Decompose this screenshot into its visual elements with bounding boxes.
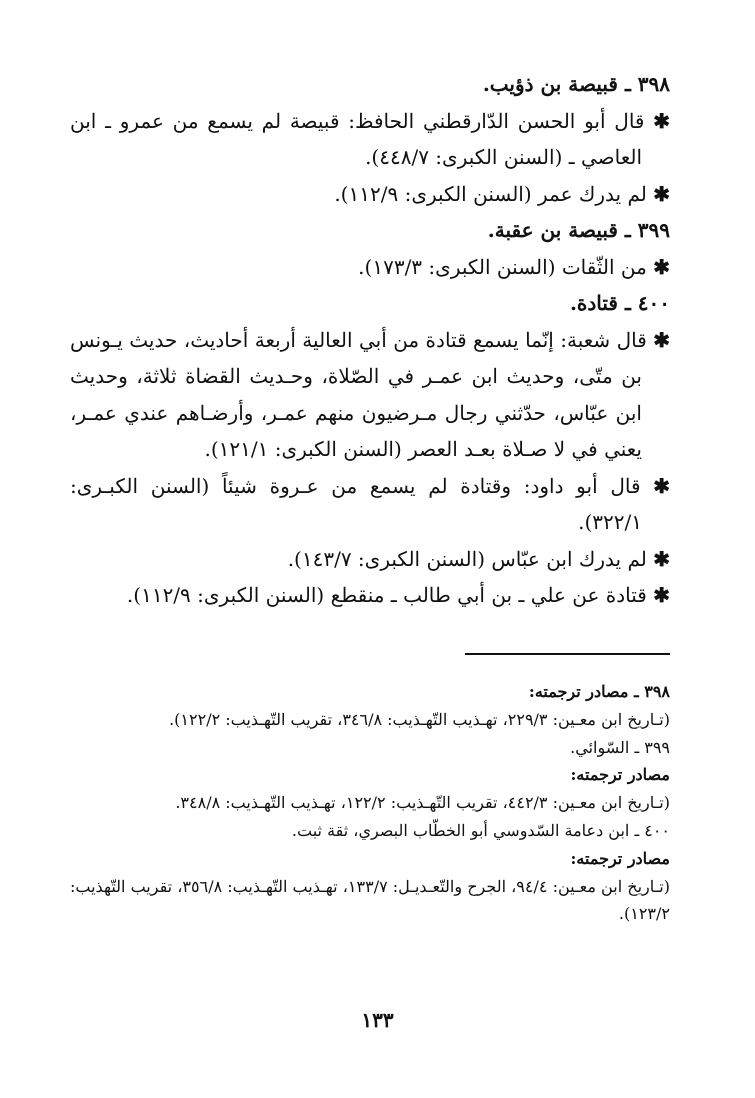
star-bullet-icon: ✱: [653, 254, 670, 279]
main-text: [70, 66, 670, 614]
footnotes: [70, 678, 670, 928]
entry-400-item-3-text: لم يدرك ابن عبّاس (السنن الكبرى: ١٤٣/٧).: [287, 546, 647, 571]
entry-400-item-4: [70, 577, 670, 614]
footnote-398-text: (تـاريخ ابن معـين: ٢٢٩/٣، تهـذيب التّهـذيب: ٣٤٦/٨، تقريب التّهـذيب: ١٢٢/٢).: [169, 709, 670, 729]
footnote-divider: [465, 653, 670, 655]
star-bullet-icon: ✱: [653, 108, 670, 133]
entry-400-item-2: [70, 468, 670, 541]
entry-400-item-1: [70, 322, 670, 468]
entry-400-item-1-text: قال شعبة: إنّما يسمع قتادة من أبي العالية أربعة أحاديث، حديث يـونس بن متّى، وحديث ابن عمـر في الصّلاة، وحـديث القضاة ثلاثة، وحديث ابن عبّاس، حدّثني رجال مـرضيون منهم عمـر، وأرضـاهم عندي عمـر، يعني في لا صـلاة بعـد العصر (السنن الكبرى: ١٢١/١).: [70, 327, 647, 461]
entry-400-item-3: [70, 541, 670, 578]
star-bullet-icon: ✱: [653, 546, 670, 571]
entry-398-item-1-text: قال أبو الحسن الدّارقطني الحافظ: قبيصة لم يسمع من عمرو ـ ابن العاصي ـ (السنن الكبرى: ٤٤٨/٧).: [70, 108, 645, 169]
entry-400-heading: ٤٠٠ ـ قتادة.: [569, 291, 670, 315]
star-bullet-icon: ✱: [653, 181, 670, 206]
footnote-399-heading: ٣٩٩ ـ السّوائي.: [570, 737, 670, 757]
entry-400-item-2-text: قال أبو داود: وقتادة لم يسمع من عـروة شيئاً (السنن الكبـرى: ٣٢٢/١).: [70, 473, 642, 534]
entry-399-item-1: [70, 249, 670, 286]
star-bullet-icon: ✱: [653, 327, 671, 352]
footnote-398-heading: ٣٩٨ ـ مصادر ترجمته:: [528, 682, 670, 701]
footnote-400-text: (تـاريخ ابن معـين: ٩٤/٤، الجرح والتّعـديـل: ١٣٣/٧، تهـذيب التّهـذيب: ٣٥٦/٨، تقريب التّهذيب: ١٢٣/٢).: [70, 876, 671, 924]
entry-399-item-1-text: من الثّقات (السنن الكبرى: ١٧٣/٣).: [358, 254, 647, 279]
page-number: ١٣٣: [361, 1008, 394, 1032]
entry-399-heading: ٣٩٩ ـ قبيصة بن عقبة.: [487, 218, 670, 242]
entry-398-item-1: [70, 103, 670, 176]
entry-400-item-4-text: قتادة عن علي ـ بن أبي طالب ـ منقطع (السنن الكبرى: ١١٢/٩).: [126, 583, 647, 607]
entry-398-item-2: [70, 176, 670, 213]
entry-398-item-2-text: لم يدرك عمر (السنن الكبرى: ١١٢/٩).: [334, 181, 647, 206]
footnote-399-subheading: مصادر ترجمته:: [570, 765, 670, 785]
footnote-399-text: (تـاريخ ابن معـين: ٤٤٢/٣، تقريب التّهـذيب: ١٢٢/٢، تهـذيب التّهـذيب: ٣٤٨/٨.: [175, 793, 670, 813]
star-bullet-icon: ✱: [653, 583, 670, 607]
footnote-400-heading: ٤٠٠ ـ ابن دعامة السّدوسي أبو الخطّاب البصري، ثقة ثبت.: [291, 820, 670, 840]
star-bullet-icon: ✱: [653, 473, 670, 498]
footnote-400-subheading: مصادر ترجمته:: [570, 848, 670, 868]
entry-398-heading: ٣٩٨ ـ قبيصة بن ذؤيب.: [482, 72, 670, 96]
